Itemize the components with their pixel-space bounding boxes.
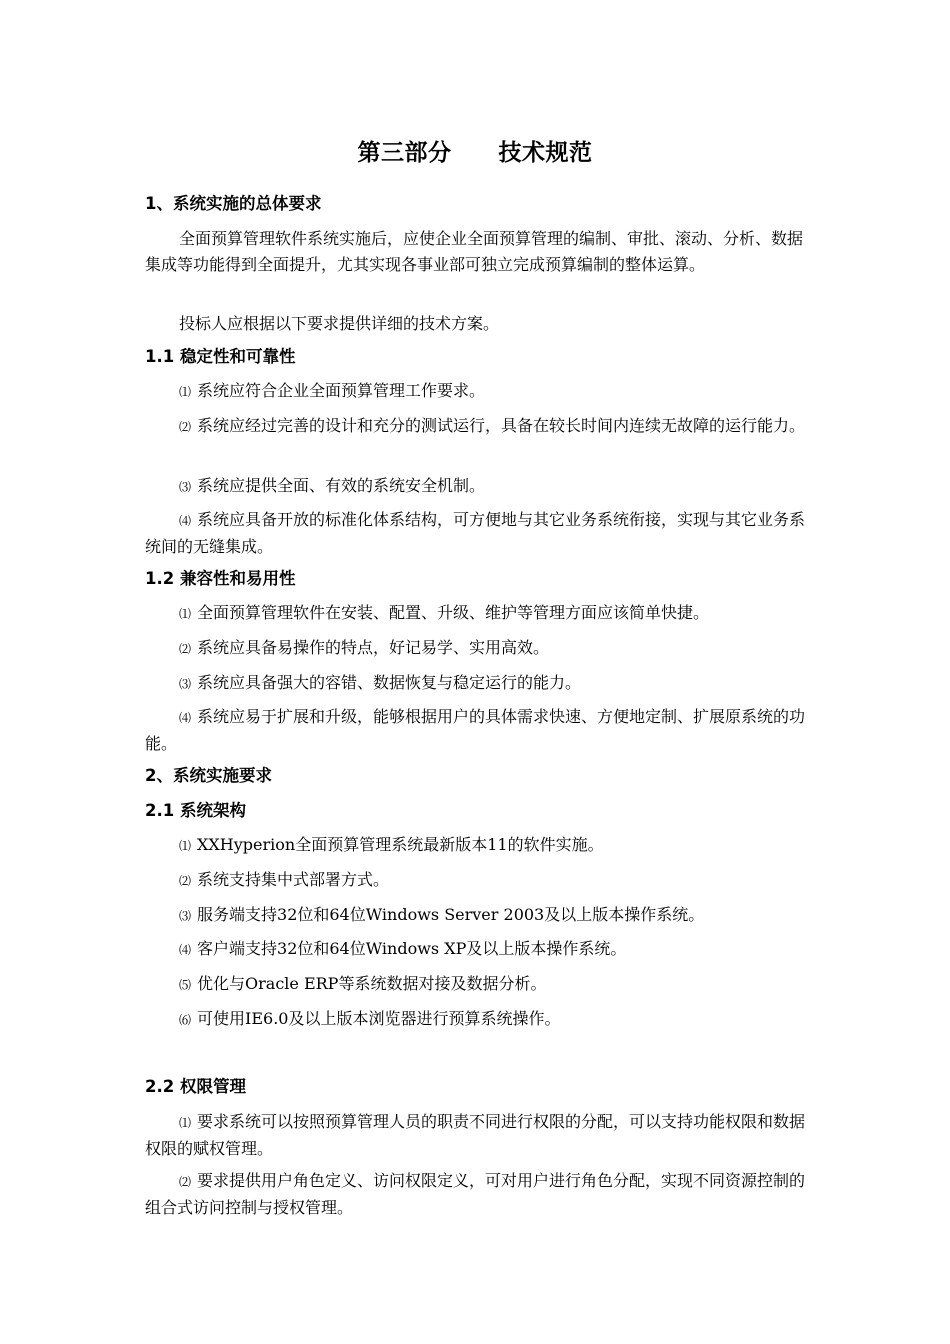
item-number: ⑵ — [179, 1175, 192, 1189]
list-item — [145, 1168, 815, 1221]
item-number: ⑴ — [179, 1116, 192, 1130]
list-item — [145, 670, 815, 697]
item-text: 系统应具备开放的标准化体系结构，可方便地与其它业务系统衔接，实现与其它业务系统间的无缝集成。 — [145, 510, 806, 556]
list-item — [145, 635, 815, 662]
item-text: 客户端支持32位和64位Windows XP及以上版本操作系统。 — [197, 939, 627, 958]
item-text: 系统应易于扩展和升级，能够根据用户的具体需求快速、方便地定制、扩展原系统的功能。 — [145, 707, 806, 753]
item-number: ⑶ — [179, 677, 192, 691]
item-text: 要求提供用户角色定义、访问权限定义，可对用户进行角色分配，实现不同资源控制的组合式访问控制与授权管理。 — [145, 1171, 806, 1217]
item-number: ⑵ — [179, 874, 192, 888]
item-text: 可使用IE6.0及以上版本浏览器进行预算系统操作。 — [197, 1009, 561, 1028]
item-text: 全面预算管理软件在安装、配置、升级、维护等管理方面应该简单快捷。 — [197, 603, 710, 622]
section-1-heading: 1、系统实施的总体要求 — [145, 194, 322, 213]
section-2-heading: 2、系统实施要求 — [145, 766, 272, 785]
item-text: 系统支持集中式部署方式。 — [197, 870, 390, 889]
item-number: ⑶ — [179, 909, 192, 923]
item-number: ⑵ — [179, 642, 192, 656]
item-number: ⑷ — [179, 943, 192, 957]
item-text: 系统应经过完善的设计和充分的测试运行，具备在较长时间内连续无故障的运行能力。 — [197, 416, 806, 435]
list-item — [145, 378, 815, 405]
item-number: ⑴ — [179, 385, 192, 399]
list-item — [145, 1109, 815, 1162]
list-item — [145, 902, 815, 929]
item-text: 系统应符合企业全面预算管理工作要求。 — [197, 381, 486, 400]
list-item — [145, 971, 815, 998]
item-text: 系统应具备易操作的特点，好记易学、实用高效。 — [197, 638, 550, 657]
section-1-paragraph-2: 投标人应根据以下要求提供详细的技术方案。 — [179, 314, 500, 333]
item-text: 系统应具备强大的容错、数据恢复与稳定运行的能力。 — [197, 673, 582, 692]
item-text: 要求系统可以按照预算管理人员的职责不同进行权限的分配，可以支持功能权限和数据权限的赋权管理。 — [145, 1112, 806, 1158]
list-item — [145, 1006, 815, 1033]
item-number: ⑴ — [179, 607, 192, 621]
item-text: XXHyperion全面预算管理系统最新版本11的软件实施。 — [197, 835, 604, 854]
item-text: 优化与Oracle ERP等系统数据对接及数据分析。 — [197, 974, 547, 993]
list-item — [145, 832, 815, 859]
section-1-1-heading: 1.1 稳定性和可靠性 — [145, 347, 296, 366]
item-number: ⑹ — [179, 1013, 192, 1027]
list-item — [145, 600, 835, 627]
item-number: ⑶ — [179, 480, 192, 494]
list-item — [145, 867, 815, 894]
list-item — [145, 473, 815, 500]
item-number: ⑵ — [179, 420, 192, 434]
item-number: ⑸ — [179, 978, 192, 992]
section-1-paragraph-1: 全面预算管理软件系统实施后，应使企业全面预算管理的编制、审批、滚动、分析、数据集成等功能得到全面提升，尤其实现各事业部可独立完成预算编制的整体运算。 — [145, 229, 804, 274]
section-2-1-heading: 2.1 系统架构 — [145, 801, 246, 820]
section-1-2-heading: 1.2 兼容性和易用性 — [145, 569, 296, 588]
list-item — [145, 936, 815, 963]
item-number: ⑴ — [179, 839, 192, 853]
item-text: 服务端支持32位和64位Windows Server 2003及以上版本操作系统。 — [197, 905, 705, 924]
section-2-2-heading: 2.2 权限管理 — [145, 1077, 246, 1096]
list-item — [145, 704, 815, 757]
item-number: ⑷ — [179, 514, 192, 528]
item-number: ⑷ — [179, 711, 192, 725]
page-title: 第三部分 技术规范 — [357, 140, 593, 166]
item-text: 系统应提供全面、有效的系统安全机制。 — [197, 476, 486, 495]
list-item — [145, 507, 815, 560]
list-item — [145, 413, 815, 440]
